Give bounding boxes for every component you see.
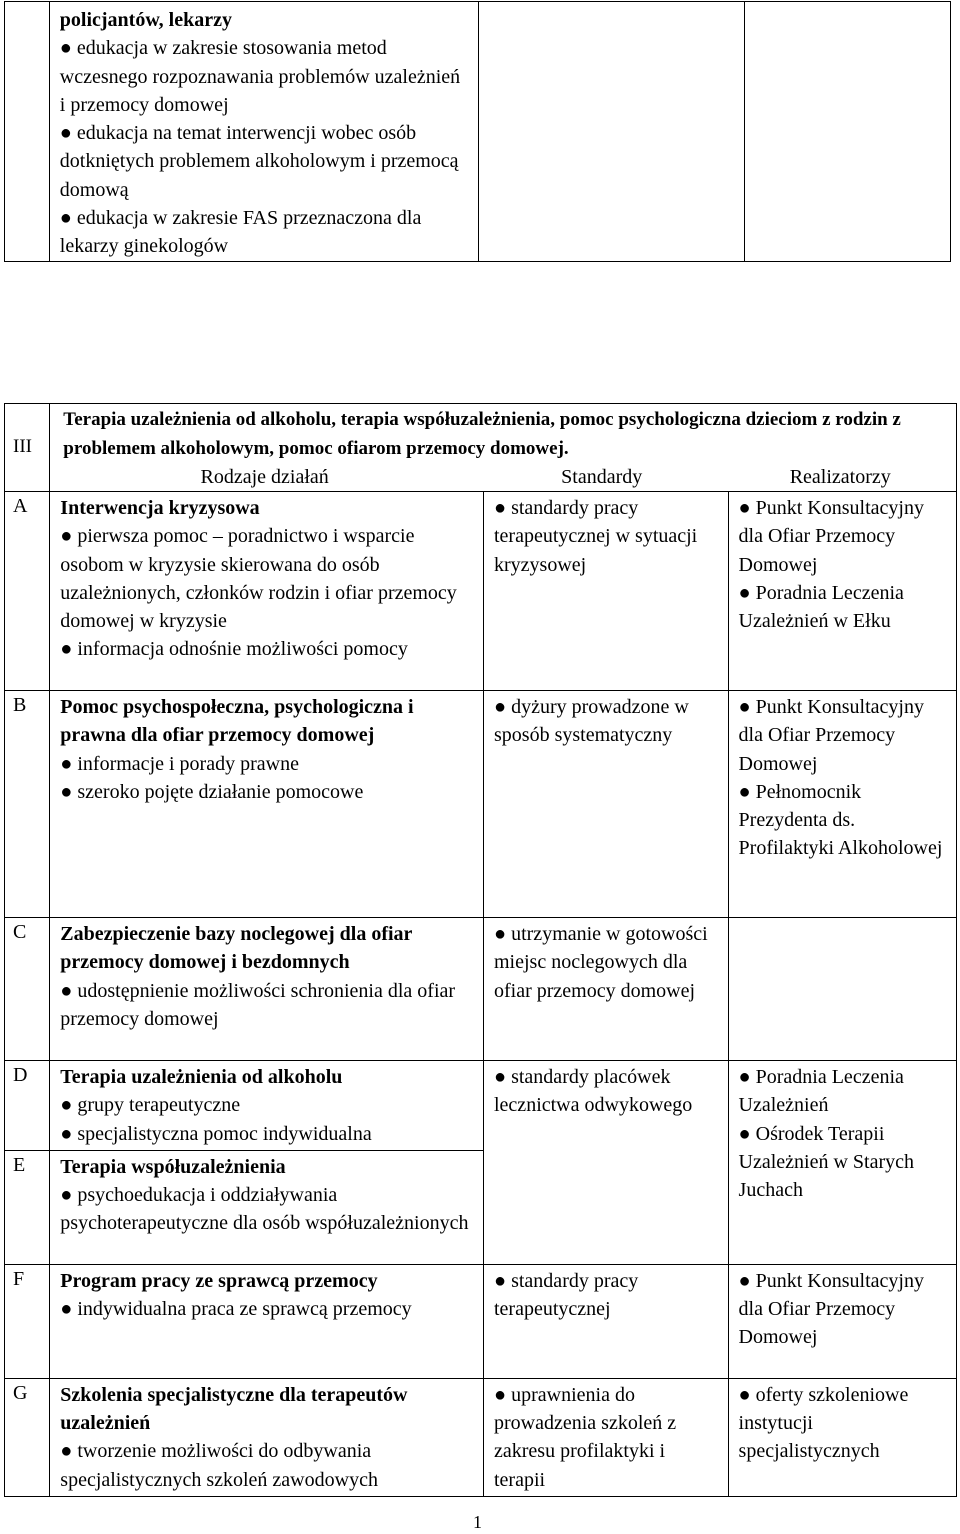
table-row (5, 691, 957, 918)
row-standards (484, 1061, 729, 1265)
row-actions (50, 492, 484, 691)
page-number: 1 (473, 1512, 482, 1532)
row-realizer: ● Punkt Konsultacyjny dla Ofiar Przemocy Domowej (739, 1267, 946, 1352)
row-realizer: ● Poradnia Leczenia Uzależnień w Ełku (739, 579, 946, 636)
row-actions (50, 1378, 484, 1496)
row-title: Zabezpieczenie bazy noclegowej dla ofiar przemocy domowej i bezdomnych (60, 923, 413, 974)
header-standards: Standardy (561, 466, 643, 488)
row-item: ● psychoedukacja i oddziaływania psychoterapeutyczne dla osób współuzależnionych (60, 1181, 473, 1238)
top-first-line: policjantów, lekarzy (59, 9, 232, 31)
row-standard: ● standardy pracy terapeutycznej w sytuacji kryzysowej (494, 494, 718, 579)
row-realizers (728, 1061, 956, 1265)
header-realizers: Realizatorzy (789, 466, 891, 488)
row-item: ● pierwsza pomoc – poradnictwo i wsparcie osobom w kryzysie skierowana do osób uzależnionych, członków rodzin i ofiar przemocy domowej w kryzysie (60, 522, 473, 635)
top-standards-cell (479, 2, 745, 262)
row-item: ● udostępnienie możliwości schronienia dla ofiar przemocy domowej (60, 977, 473, 1034)
row-title: Program pracy ze sprawcą przemocy (60, 1269, 378, 1292)
table-row (5, 918, 957, 1061)
row-label: G (5, 1378, 50, 1496)
top-realizers-cell (745, 2, 951, 262)
row-label: D (5, 1061, 50, 1151)
row-label: F (5, 1264, 50, 1378)
row-title: Pomoc psychospołeczna, psychologiczna i prawna dla ofiar przemocy domowej (60, 696, 414, 747)
main-table (4, 403, 957, 1497)
header-table (50, 463, 956, 491)
row-realizers (728, 918, 956, 1061)
row-title: Interwencja kryzysowa (60, 497, 260, 519)
row-actions (50, 1061, 484, 1151)
top-content-cell (49, 2, 479, 262)
row-realizers (728, 1378, 956, 1496)
row-standard: ● standardy placówek lecznictwa odwykowego (494, 1063, 718, 1120)
table-row (5, 1378, 957, 1496)
row-actions (50, 918, 484, 1061)
row-title: Terapia uzależnienia od alkoholu (60, 1066, 343, 1088)
row-actions (50, 691, 484, 918)
row-realizers (728, 691, 956, 918)
top-label-cell (5, 2, 50, 262)
row-realizer: ● Pełnomocnik Prezydenta ds. Profilaktyki Alkoholowej (739, 778, 946, 863)
row-item: ● tworzenie możliwości do odbywania specjalistycznych szkoleń zawodowych (60, 1437, 473, 1494)
top-item: ● edukacja w zakresie stosowania metod wczesnego rozpoznawania problemów uzależnień i przemocy domowej (60, 34, 471, 119)
row-realizer: ● Punkt Konsultacyjny dla Ofiar Przemocy Domowej (739, 693, 946, 778)
section-number-cell (5, 404, 50, 492)
row-realizers (728, 1264, 956, 1378)
row-standards (484, 1264, 729, 1378)
row-item: ● informacja odnośnie możliwości pomocy (60, 635, 473, 663)
row-standard: ● uprawnienia do prowadzenia szkoleń z zakresu profilaktyki i terapii (494, 1381, 718, 1494)
row-standards (484, 492, 729, 691)
top-table (4, 1, 951, 262)
table-row (5, 492, 957, 691)
row-item: ● specjalistyczna pomoc indywidualna (60, 1120, 473, 1148)
row-realizer: ● Punkt Konsultacyjny dla Ofiar Przemocy Domowej (739, 494, 946, 579)
top-item: ● edukacja w zakresie FAS przeznaczona dla lekarzy ginekologów (60, 204, 471, 261)
header-actions: Rodzaje działań (200, 466, 329, 488)
row-label: A (5, 492, 50, 691)
row-title: Terapia współuzależnienia (60, 1155, 286, 1178)
row-realizers (728, 492, 956, 691)
row-label: B (5, 691, 50, 918)
row-title: Szkolenia specjalistyczne dla terapeutów uzależnień (60, 1383, 408, 1435)
section-title: Terapia uzależnienia od alkoholu, terapia współuzależnienia, pomoc psychologiczna dzieciom z rodzin z problemem alkoholowym, pomoc ofiarom przemocy domowej. (63, 409, 901, 459)
row-item: ● szeroko pojęte działanie pomocowe (60, 778, 473, 806)
row-standard: ● dyżury prowadzone w sposób systematyczny (494, 693, 718, 750)
row-item: ● informacje i porady prawne (60, 750, 473, 778)
row-standards (484, 1378, 729, 1496)
row-actions (50, 1150, 484, 1264)
row-actions (50, 1264, 484, 1378)
row-standard: ● standardy pracy terapeutycznej (494, 1267, 718, 1324)
row-realizer: ● Poradnia Leczenia Uzależnień (739, 1063, 946, 1120)
row-item: ● grupy terapeutyczne (60, 1091, 473, 1119)
row-standard: ● utrzymanie w gotowości miejsc noclegowych dla ofiar przemocy domowej (494, 920, 718, 1005)
row-standards (484, 918, 729, 1061)
section-title-row (5, 404, 957, 492)
table-row (5, 1061, 957, 1151)
row-label: C (5, 918, 50, 1061)
row-realizer: ● oferty szkoleniowe instytucji specjalistycznych (739, 1381, 946, 1466)
row-realizer: ● Ośrodek Terapii Uzależnień w Starych Juchach (739, 1120, 946, 1205)
row-standards (484, 691, 729, 918)
row-item: ● indywidualna praca ze sprawcą przemocy (60, 1295, 473, 1323)
section-title-cell (50, 404, 957, 492)
table-row (5, 1264, 957, 1378)
top-item: ● edukacja na temat interwencji wobec osób dotkniętych problemem alkoholowym i przemocą domową (60, 119, 471, 204)
row-label: E (5, 1150, 50, 1264)
section-number: III (13, 436, 32, 458)
